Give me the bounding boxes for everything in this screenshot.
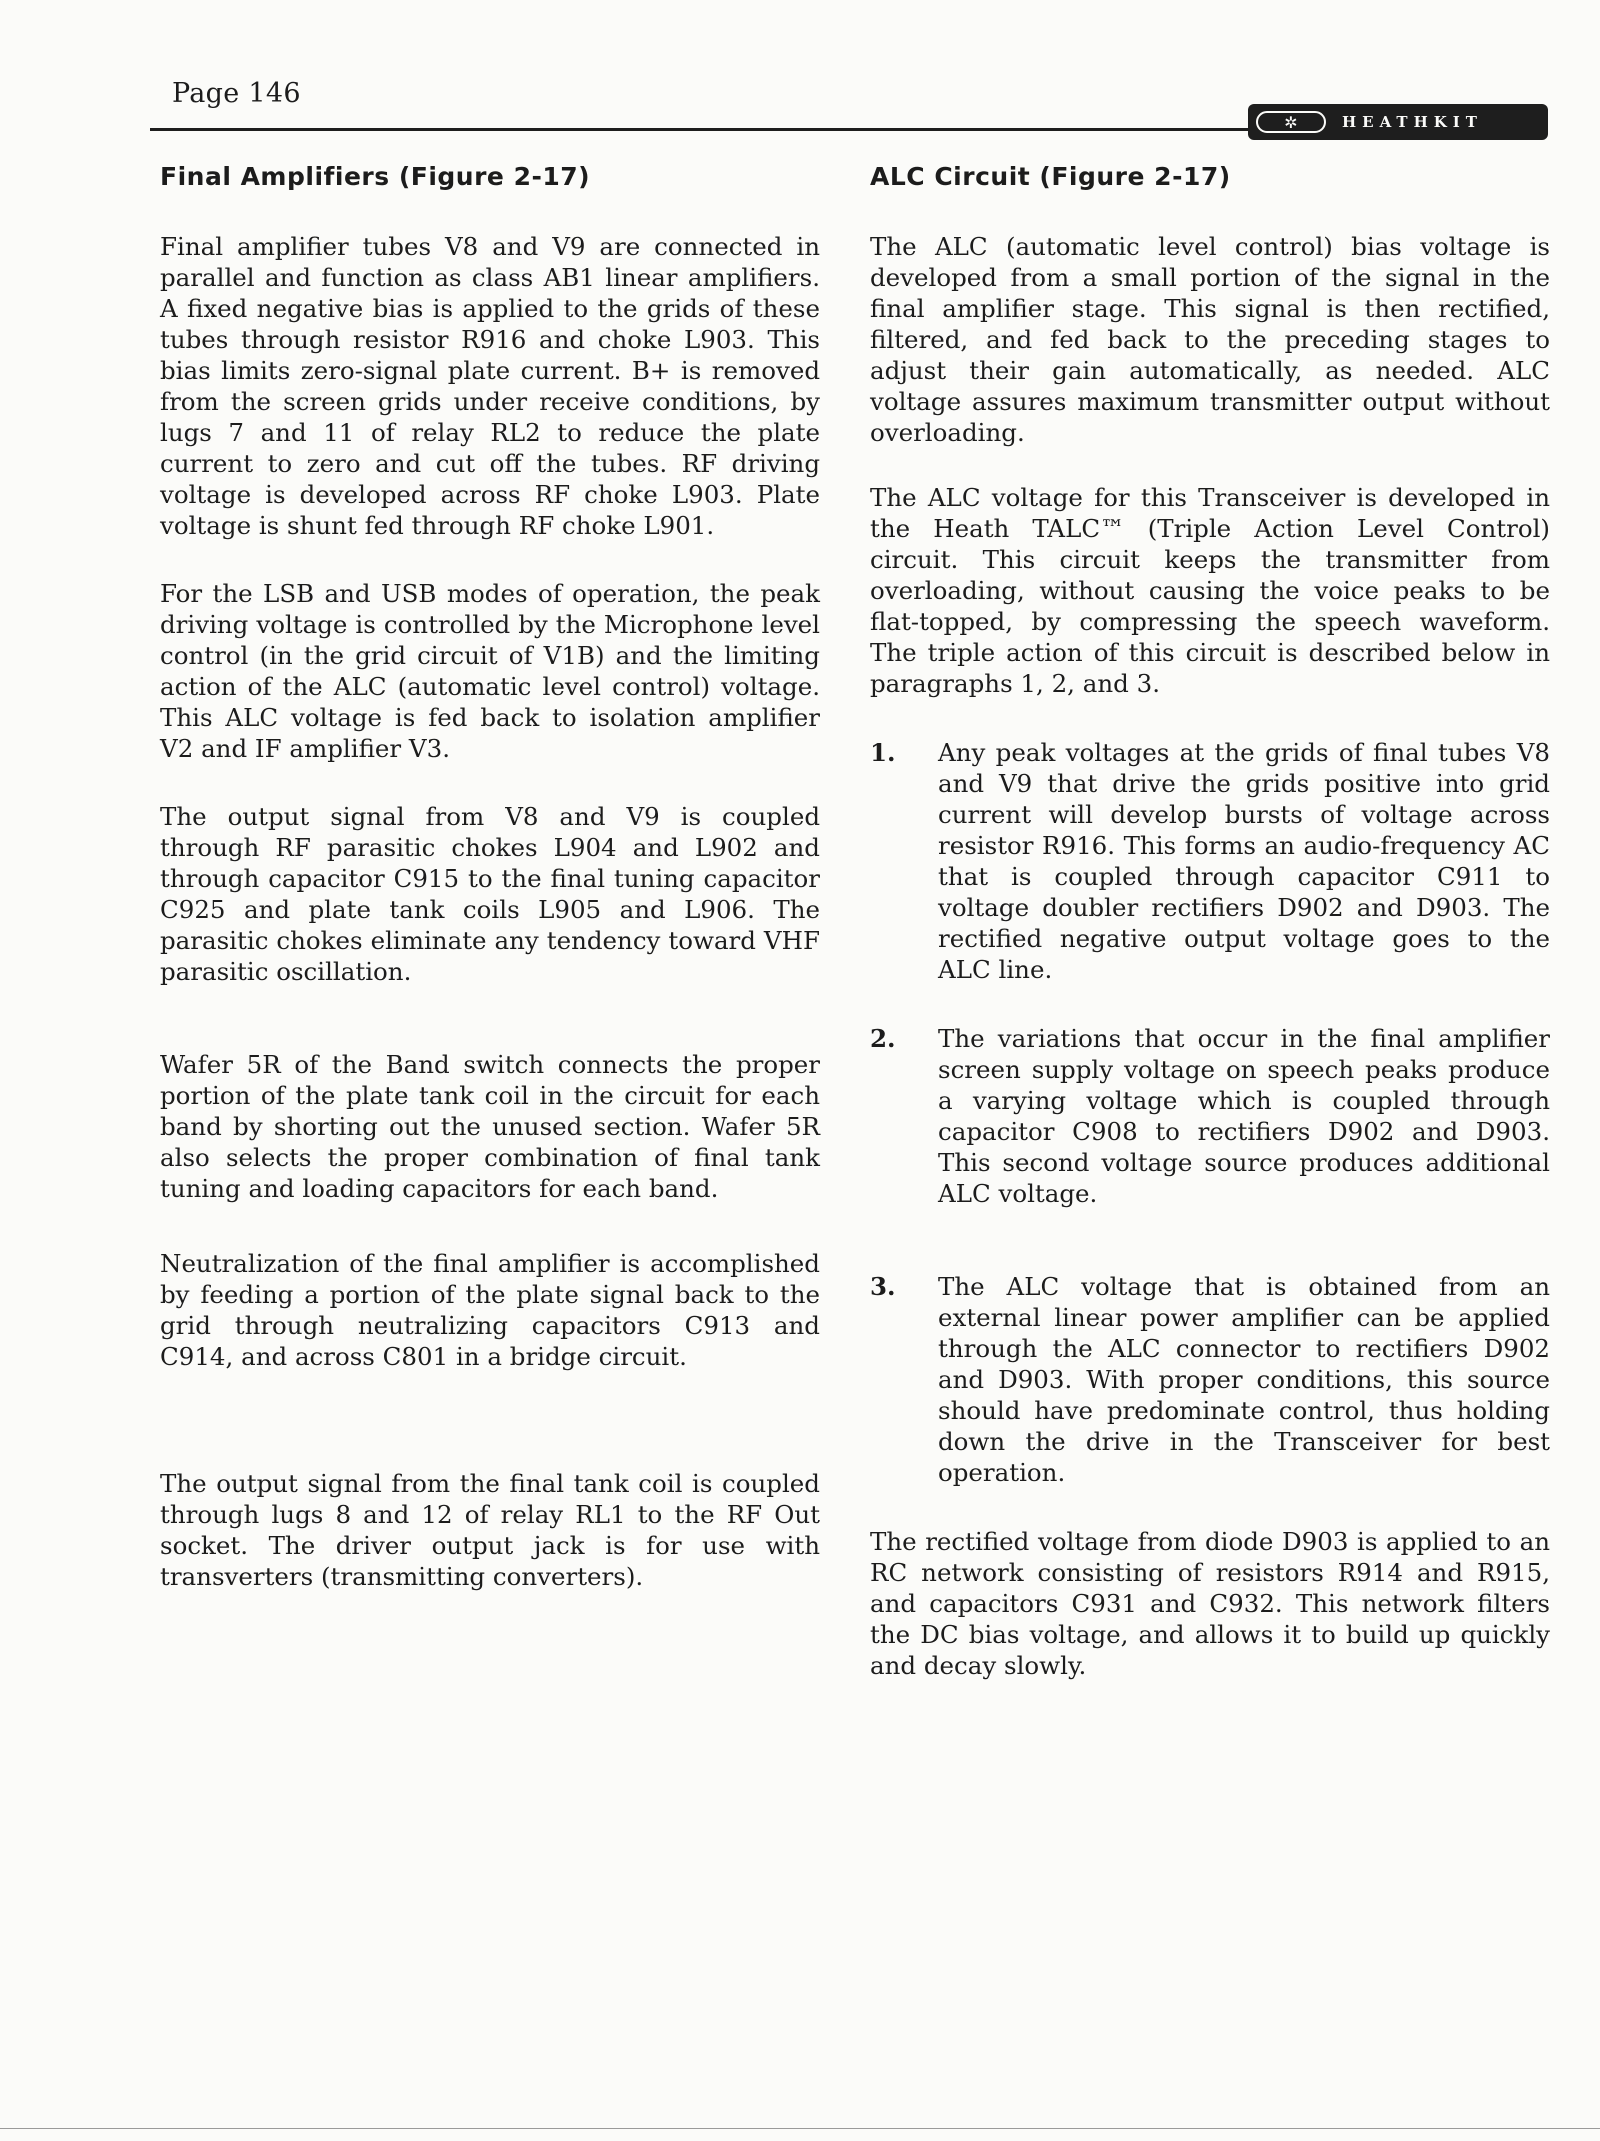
paragraph: The output signal from V8 and V9 is coupled through RF parasitic chokes L904 and L902 and through capacitor C915 to the final tuning capacitor C925 and plate tank coils L905 and L906. The parasitic chokes eliminate any tendency toward VHF parasitic oscillation. [160,802,820,986]
list-number: 3. [870,1272,896,1301]
section-heading-final-amplifiers: Final Amplifiers (Figure 2-17) [160,162,591,191]
paragraph: The output signal from the final tank coil is coupled through lugs 8 and 12 of relay RL1 to the RF Out socket. The driver output jack is for use with transverters (transmitting converters). [160,1469,820,1591]
page-number: Page 146 [172,78,301,109]
paragraph: Neutralization of the final amplifier is accomplished by feeding a portion of the plate signal back to the grid through neutralizing capacitors C913 and C914, and across C801 in a bridge circuit. [160,1249,820,1371]
paragraph: For the LSB and USB modes of operation, the peak driving voltage is controlled by the Microphone level control (in the grid circuit of V1B) and the limiting action of the ALC (automatic level control) voltage. This ALC voltage is fed back to isolation amplifier V2 and IF amplifier V3. [160,579,820,763]
paragraph: The ALC (automatic level control) bias voltage is developed from a small portion of the signal in the final amplifier stage. This signal is then rectified, filtered, and fed back to the preceding stages to adjust their gain automatically, as needed. ALC voltage assures maximum transmitter output without overloading. [870,232,1550,447]
paragraph: The ALC voltage for this Transceiver is developed in the Heath TALC™ (Triple Action Level Control) circuit. This circuit keeps the transmitter from overloading, without causing the voice peaks to be flat-topped, by compressing the speech waveform. The triple action of this circuit is described below in paragraphs 1, 2, and 3. [870,483,1550,698]
list-item [870,737,1550,985]
section-heading-alc-circuit: ALC Circuit (Figure 2-17) [870,162,1231,191]
heathkit-emblem-icon: ✲ [1256,111,1326,133]
left-column [160,162,820,1592]
list-item [870,1271,1550,1488]
paragraph: The rectified voltage from diode D903 is applied to an RC network consisting of resistors R914 and R915, and capacitors C931 and C932. This network filters the DC bias voltage, and allows it to build up quickly and decay slowly. [870,1527,1550,1680]
list-text: The variations that occur in the final amplifier screen supply voltage on speech peaks produce a varying voltage which is coupled through capacitor C908 to rectifiers D902 and D903. This second voltage source produces additional ALC voltage. [938,1024,1550,1208]
paragraph: Final amplifier tubes V8 and V9 are connected in parallel and function as class AB1 linear amplifiers. A fixed negative bias is applied to the grids of these tubes through resistor R916 and choke L903. This bias limits zero-signal plate current. B+ is removed from the screen grids under receive conditions, by lugs 7 and 11 of relay RL2 to reduce the plate current to zero and cut off the tubes. RF driving voltage is developed across RF choke L903. Plate voltage is shunt fed through RF choke L901. [160,232,820,540]
list-number: 1. [870,738,896,767]
right-column [870,162,1550,1681]
list-item [870,1023,1550,1209]
heathkit-logo [1248,104,1548,140]
paragraph: Wafer 5R of the Band switch connects the proper portion of the plate tank coil in the circuit for each band by shorting out the unused section. Wafer 5R also selects the proper combination of final tank tuning and loading capacitors for each band. [160,1050,820,1203]
footer-line [0,2128,1600,2129]
list-number: 2. [870,1024,896,1053]
list-text: The ALC voltage that is obtained from an external linear power amplifier can be applied through the ALC connector to rectifiers D902 and D903. With proper conditions, this source should have predominate control, thus holding down the drive in the Transceiver for best operation. [938,1272,1550,1487]
list-text: Any peak voltages at the grids of final tubes V8 and V9 that drive the grids positive into grid current will develop bursts of voltage across resistor R916. This forms an audio-frequency AC that is coupled through capacitor C911 to voltage doubler rectifiers D902 and D903. The rectified negative output voltage goes to the ALC line. [938,738,1550,984]
logo-text: HEATHKIT [1342,113,1483,131]
